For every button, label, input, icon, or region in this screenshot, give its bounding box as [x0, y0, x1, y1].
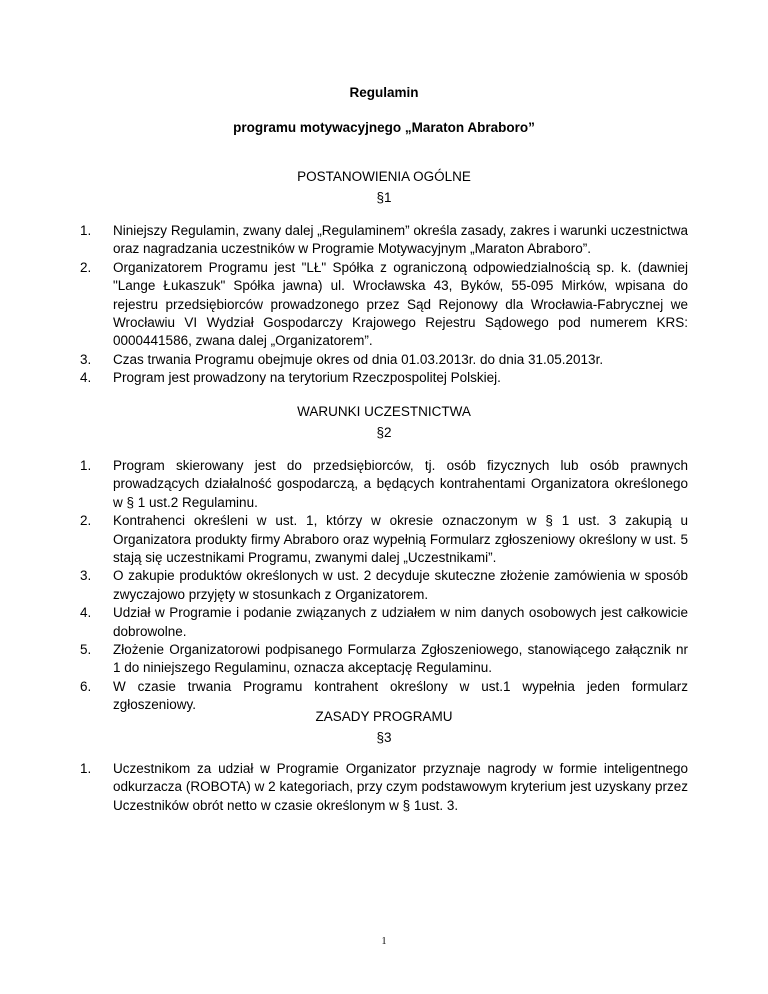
- item-text: Program jest prowadzony na terytorium Rzeczpospolitej Polskiej.: [113, 370, 501, 386]
- section-title: ZASADY PROGRAMU: [315, 709, 453, 724]
- list-item: [80, 604, 688, 641]
- section-list-participation: [80, 457, 688, 715]
- section-heading-general: [0, 166, 768, 208]
- section-list-rules: [80, 760, 688, 815]
- item-number: 5.: [80, 642, 92, 658]
- item-text: O zakupie produktów określonych w ust. 2 decyduje skuteczne złożenie zamówienia w sposób zwyczajowo przyjęty w stosunkach z Organizatorem.: [113, 568, 688, 602]
- item-number: 1.: [80, 223, 92, 238]
- section-paragraph-mark: §3: [376, 730, 392, 745]
- item-number: 4.: [80, 605, 92, 621]
- item-text: Udział w Programie i podanie związanych z udziałem w nim danych osobowych jest całkowicie dobrowolne.: [113, 605, 688, 639]
- list-item: [80, 641, 688, 678]
- list-item: [80, 760, 688, 815]
- item-number: 6.: [80, 678, 92, 694]
- item-text: W czasie trwania Programu kontrahent określony w ust.1 wypełnia jeden formularz zgłoszeniowy.: [113, 678, 688, 713]
- section-paragraph-mark: §1: [376, 190, 392, 205]
- item-number: 1.: [80, 761, 92, 776]
- section-title: WARUNKI UCZESTNICTWA: [297, 404, 471, 419]
- list-item: [80, 369, 688, 387]
- item-text: Organizatorem Programu jest "LŁ" Spółka z ograniczoną odpowiedzialnością sp. k. (dawniej "Lange Łukaszuk" Spółka jawna) ul. Wrocławska 43, Byków, 55-095 Mirków, wpisana do rejestru przedsiębiorców prowadzonego przez Sąd Rejonowy dla Wrocławia-Fabrycznej we Wrocławiu VI Wydział Gospodarczy Krajowego Rejestru Sądowego pod numerem KRS: 0000441586, zwana dalej „Organizatorem”.: [113, 259, 688, 349]
- section-heading-participation: [0, 401, 768, 443]
- item-text: Uczestnikom za udział w Programie Organizator przyznaje nagrody w formie inteligentnego odkurzacza (ROBOTA) w 2 kategoriach, przy czym podstawowym kryterium jest uzyskany przez Uczestników obrót netto w czasie określonym w § 1ust. 3.: [113, 761, 688, 813]
- list-item: [80, 457, 688, 512]
- item-number: 2.: [80, 259, 92, 275]
- list-item: [80, 351, 688, 369]
- item-text: Kontrahenci określeni w ust. 1, którzy w okresie oznaczonym w § 1 ust. 3 zakupią u Organizatora produkty firmy Abraboro oraz wypełnią Formularz zgłoszeniowy określony w ust. 5 stają się uczestnikami Programu, zwanymi dalej „Uczestnikami”.: [113, 513, 688, 566]
- list-item: [80, 222, 688, 259]
- list-item: [80, 567, 688, 604]
- page-number: 1: [381, 936, 387, 947]
- item-number: 2.: [80, 513, 92, 529]
- section-paragraph-mark: §2: [376, 425, 392, 440]
- item-number: 4.: [80, 370, 92, 386]
- item-text: Złożenie Organizatorowi podpisanego Formularza Zgłoszeniowego, stanowiącego załącznik nr 1 do niniejszego Regulaminu, oznacza akceptację Regulaminu.: [113, 642, 688, 676]
- item-number: 1.: [80, 458, 92, 473]
- list-item: [80, 512, 688, 567]
- document-title: Regulamin: [349, 85, 419, 100]
- list-item: [80, 259, 688, 351]
- section-title: POSTANOWIENIA OGÓLNE: [297, 169, 471, 184]
- item-text: Czas trwania Programu obejmuje okres od dnia 01.03.2013r. do dnia 31.05.2013r.: [113, 351, 604, 367]
- section-heading-rules: [0, 706, 768, 748]
- item-number: 3.: [80, 568, 92, 584]
- item-text: Niniejszy Regulamin, zwany dalej „Regulaminem” określa zasady, zakres i warunki uczestnictwa oraz nagradzania uczestników w Programie Motywacyjnym „Maraton Abraboro”.: [113, 223, 688, 257]
- section-list-general: [80, 222, 688, 388]
- item-text: Program skierowany jest do przedsiębiorców, tj. osób fizycznych lub osób prawnych prowadzących działalność gospodarczą, a będących kontrahentami Organizatora określonego w § 1 ust.2 Regulaminu.: [113, 458, 688, 510]
- item-number: 3.: [80, 351, 92, 367]
- document-subtitle: programu motywacyjnego „Maraton Abraboro”: [233, 120, 535, 135]
